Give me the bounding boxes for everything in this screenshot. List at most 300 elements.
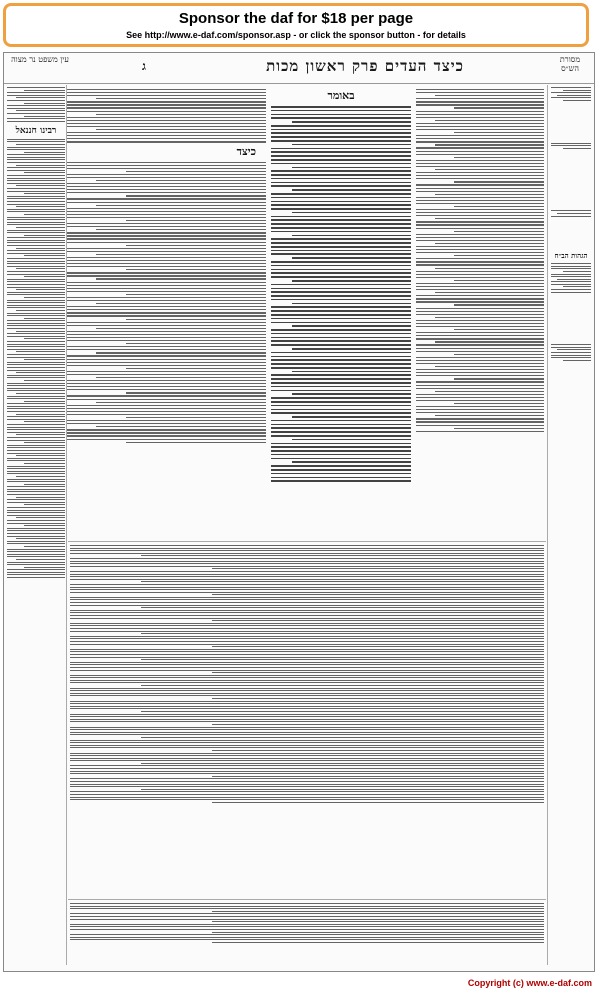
text-line — [7, 313, 65, 314]
text-line — [292, 167, 411, 169]
tosafot-column — [66, 89, 266, 529]
text-line — [271, 435, 411, 437]
text-line — [454, 181, 544, 182]
text-line — [7, 180, 65, 181]
text-line — [7, 530, 65, 531]
text-line — [24, 504, 65, 505]
text-line — [435, 218, 544, 219]
text-line — [7, 447, 65, 448]
text-line — [416, 138, 544, 139]
text-line — [7, 242, 65, 243]
text-line — [66, 260, 266, 261]
text-line — [66, 242, 266, 243]
text-line — [66, 89, 266, 90]
text-line — [7, 175, 65, 176]
text-line — [70, 773, 544, 774]
text-line — [70, 745, 544, 746]
text-line — [16, 206, 65, 207]
text-line — [271, 174, 411, 176]
text-line — [271, 216, 411, 218]
text-line — [271, 314, 411, 316]
text-line — [70, 638, 544, 639]
text-line — [271, 284, 411, 286]
text-line — [271, 420, 411, 422]
text-line — [416, 338, 544, 339]
text-line — [416, 246, 544, 247]
text-line — [66, 202, 266, 203]
text-line — [96, 180, 266, 181]
text-line — [416, 412, 544, 413]
text-line — [7, 113, 65, 114]
text-line — [70, 747, 544, 748]
page-header — [4, 53, 594, 84]
text-line — [7, 217, 65, 218]
text-line — [271, 318, 411, 320]
text-line — [24, 297, 65, 298]
text-line — [271, 250, 411, 252]
text-line — [292, 189, 411, 191]
text-line — [454, 354, 544, 355]
text-line — [96, 278, 266, 279]
text-line — [212, 672, 544, 673]
text-line — [70, 799, 544, 800]
text-line — [7, 385, 65, 386]
text-line — [66, 322, 266, 323]
masoret-hashas-label: מסורת הש״ס — [559, 55, 581, 73]
text-line — [271, 454, 411, 456]
text-line — [7, 209, 65, 210]
text-line — [7, 315, 65, 316]
text-line — [70, 677, 544, 678]
text-line — [70, 592, 544, 593]
text-line — [7, 429, 65, 430]
text-line — [416, 184, 544, 185]
text-line — [271, 352, 411, 354]
text-line — [271, 140, 411, 142]
text-line — [271, 378, 411, 380]
text-line — [416, 151, 544, 152]
text-line — [66, 208, 266, 209]
text-line — [7, 232, 65, 233]
text-line — [24, 276, 65, 277]
text-line — [271, 227, 411, 229]
text-line — [70, 734, 544, 735]
text-line — [416, 258, 544, 259]
text-line — [212, 594, 544, 595]
text-line — [271, 401, 411, 403]
text-line — [292, 280, 411, 282]
text-line — [16, 455, 65, 456]
text-line — [7, 240, 65, 241]
text-line — [66, 355, 266, 356]
text-line — [70, 587, 544, 588]
text-line — [66, 435, 266, 436]
text-line — [416, 323, 544, 324]
text-line — [7, 157, 65, 158]
text-line — [66, 371, 266, 372]
text-line — [7, 460, 65, 461]
text-line — [16, 434, 65, 435]
text-line — [454, 329, 544, 330]
text-line — [7, 419, 65, 420]
text-line — [271, 185, 411, 187]
text-line — [271, 208, 411, 210]
text-line — [141, 685, 544, 686]
text-line — [7, 292, 65, 293]
text-line — [66, 389, 266, 390]
text-line — [70, 584, 544, 585]
text-line — [416, 98, 544, 99]
text-line — [96, 205, 266, 206]
text-line — [70, 625, 544, 626]
text-line — [7, 437, 65, 438]
text-line — [7, 533, 65, 534]
text-line — [271, 178, 411, 180]
text-line — [416, 191, 544, 192]
text-line — [70, 742, 544, 743]
text-line — [416, 421, 544, 422]
text-line — [271, 412, 411, 414]
text-line — [66, 232, 266, 233]
text-line — [24, 421, 65, 422]
text-line — [416, 375, 544, 376]
text-line — [70, 758, 544, 759]
text-line — [7, 440, 65, 441]
text-line — [271, 374, 411, 376]
text-line — [66, 309, 266, 310]
text-line — [24, 525, 65, 526]
text-line — [7, 473, 65, 474]
text-line — [416, 274, 544, 275]
text-line — [141, 659, 544, 660]
text-line — [70, 558, 544, 559]
text-line — [416, 197, 544, 198]
text-line — [70, 755, 544, 756]
text-line — [16, 414, 65, 415]
text-line — [16, 538, 65, 539]
text-line — [416, 175, 544, 176]
text-line — [416, 301, 544, 302]
text-line — [66, 251, 266, 252]
text-line — [70, 545, 544, 546]
text-line — [96, 254, 266, 255]
text-line — [66, 238, 266, 239]
text-line — [66, 162, 266, 163]
text-line — [126, 171, 266, 172]
text-line — [271, 182, 411, 184]
text-line — [126, 392, 266, 393]
copyright-footer[interactable]: Copyright (c) www.e-daf.com — [467, 978, 592, 988]
text-line — [70, 654, 544, 655]
page-title: כיצד העדים פרק ראשון מכות — [266, 57, 464, 75]
text-line — [126, 442, 266, 443]
text-line — [66, 165, 266, 166]
text-line — [7, 170, 65, 171]
text-line — [66, 362, 266, 363]
text-line — [126, 343, 266, 344]
text-line — [435, 169, 544, 170]
text-line — [416, 135, 544, 136]
text-line — [70, 571, 544, 572]
text-line — [7, 536, 65, 537]
text-line — [70, 732, 544, 733]
text-line — [416, 212, 544, 213]
text-line — [416, 104, 544, 105]
text-line — [7, 237, 65, 238]
text-line — [66, 211, 266, 212]
text-line — [7, 424, 65, 425]
gemara-column — [271, 87, 411, 537]
text-line — [7, 191, 65, 192]
text-line — [96, 426, 266, 427]
text-line — [416, 200, 544, 201]
text-line — [70, 618, 544, 619]
text-line — [7, 466, 65, 467]
text-line — [416, 114, 544, 115]
text-line — [271, 405, 411, 407]
text-line — [271, 132, 411, 134]
text-line — [7, 388, 65, 389]
text-line — [66, 266, 266, 267]
text-line — [66, 411, 266, 412]
text-line — [66, 399, 266, 400]
text-line — [70, 695, 544, 696]
text-line — [7, 87, 65, 88]
text-line — [454, 428, 544, 429]
text-line — [7, 499, 65, 500]
text-line — [126, 417, 266, 418]
text-line — [7, 543, 65, 544]
text-line — [271, 242, 411, 244]
text-line — [416, 237, 544, 238]
text-line — [24, 546, 65, 547]
text-line — [7, 222, 65, 223]
text-line — [70, 605, 544, 606]
text-line — [24, 442, 65, 443]
text-line — [66, 107, 266, 108]
text-line — [16, 559, 65, 560]
text-line — [271, 356, 411, 358]
text-line — [66, 346, 266, 347]
text-line — [212, 942, 544, 943]
text-line — [7, 390, 65, 391]
text-line — [271, 359, 411, 361]
lower-commentary-block — [70, 545, 544, 895]
text-line — [7, 263, 65, 264]
text-line — [416, 311, 544, 312]
text-line — [70, 664, 544, 665]
text-line — [435, 144, 544, 145]
text-line — [454, 280, 544, 281]
text-line — [96, 377, 266, 378]
text-line — [416, 92, 544, 93]
text-line — [7, 100, 65, 101]
text-line — [416, 406, 544, 407]
text-line — [7, 362, 65, 363]
text-line — [454, 157, 544, 158]
text-line — [7, 398, 65, 399]
text-line — [24, 463, 65, 464]
text-line — [435, 95, 544, 96]
text-line — [7, 370, 65, 371]
text-line — [70, 563, 544, 564]
text-line — [416, 101, 544, 102]
text-line — [435, 341, 544, 342]
text-line — [416, 418, 544, 419]
text-line — [212, 724, 544, 725]
text-line — [7, 204, 65, 205]
text-line — [7, 323, 65, 324]
sponsor-subtitle[interactable]: See http://www.e-daf.com/sponsor.asp - or click the sponsor button - for details — [126, 30, 466, 40]
text-line — [70, 550, 544, 551]
text-line — [7, 367, 65, 368]
text-line — [416, 123, 544, 124]
text-line — [66, 405, 266, 406]
text-line — [16, 476, 65, 477]
text-line — [212, 776, 544, 777]
text-line — [416, 234, 544, 235]
text-line — [7, 219, 65, 220]
text-line — [70, 597, 544, 598]
text-line — [66, 189, 266, 190]
text-line — [24, 103, 65, 104]
text-line — [7, 305, 65, 306]
text-line — [7, 271, 65, 272]
text-line — [271, 223, 411, 225]
text-line — [271, 219, 411, 221]
text-line — [292, 461, 411, 463]
text-line — [416, 348, 544, 349]
text-line — [16, 110, 65, 111]
text-line — [271, 253, 411, 255]
text-line — [7, 554, 65, 555]
sponsor-title[interactable]: Sponsor the daf for $18 per page — [178, 10, 414, 27]
text-line — [70, 721, 544, 722]
text-line — [66, 306, 266, 307]
text-line — [66, 312, 266, 313]
text-line — [70, 576, 544, 577]
sponsor-banner[interactable] — [3, 3, 589, 47]
text-line — [292, 121, 411, 123]
text-line — [416, 286, 544, 287]
text-line — [416, 117, 544, 118]
text-line — [70, 599, 544, 600]
text-line — [7, 507, 65, 508]
text-line — [212, 620, 544, 621]
text-line — [271, 170, 411, 172]
text-line — [66, 183, 266, 184]
text-line — [271, 431, 411, 433]
text-line — [7, 494, 65, 495]
text-line — [292, 416, 411, 418]
text-line — [7, 253, 65, 254]
text-line — [454, 231, 544, 232]
text-line — [24, 567, 65, 568]
text-line — [7, 471, 65, 472]
text-line — [7, 346, 65, 347]
text-line — [7, 147, 65, 148]
text-line — [454, 107, 544, 108]
text-line — [7, 432, 65, 433]
text-line — [66, 297, 266, 298]
text-line — [271, 363, 411, 365]
text-line — [7, 344, 65, 345]
text-line — [66, 359, 266, 360]
text-line — [416, 335, 544, 336]
text-line — [416, 381, 544, 382]
text-line — [7, 139, 65, 140]
text-line — [416, 147, 544, 148]
text-line — [7, 411, 65, 412]
side-label: הגהות הב״ח — [554, 251, 588, 261]
text-line — [7, 523, 65, 524]
text-line — [16, 248, 65, 249]
text-line — [70, 771, 544, 772]
text-line — [416, 271, 544, 272]
text-line — [7, 577, 65, 578]
text-line — [16, 351, 65, 352]
text-line — [416, 385, 544, 386]
text-line — [416, 363, 544, 364]
text-line — [24, 235, 65, 236]
text-line — [7, 574, 65, 575]
text-line — [66, 141, 266, 142]
text-line — [416, 425, 544, 426]
text-line — [96, 129, 266, 130]
text-line — [435, 366, 544, 367]
text-line — [271, 288, 411, 290]
text-line — [96, 303, 266, 304]
folio-number: ג — [142, 59, 146, 73]
text-line — [66, 337, 266, 338]
text-line — [96, 229, 266, 230]
text-line — [292, 303, 411, 305]
text-line — [271, 197, 411, 199]
text-line — [271, 276, 411, 278]
text-line — [70, 631, 544, 632]
text-line — [70, 574, 544, 575]
text-line — [24, 152, 65, 153]
text-line — [66, 117, 266, 118]
text-line — [454, 378, 544, 379]
text-line — [70, 708, 544, 709]
text-line — [7, 364, 65, 365]
text-line — [416, 221, 544, 222]
text-line — [70, 682, 544, 683]
text-line — [66, 365, 266, 366]
text-line — [7, 183, 65, 184]
text-line — [141, 581, 544, 582]
left-margin-column — [7, 87, 65, 967]
text-line — [271, 409, 411, 411]
text-line — [70, 589, 544, 590]
text-line — [416, 431, 544, 432]
text-line — [271, 291, 411, 293]
text-line — [271, 424, 411, 426]
text-line — [416, 160, 544, 161]
text-line — [212, 911, 544, 912]
text-line — [70, 939, 544, 940]
text-line — [70, 937, 544, 938]
text-line — [7, 556, 65, 557]
text-line — [416, 111, 544, 112]
text-line — [7, 188, 65, 189]
text-line — [212, 698, 544, 699]
text-line — [416, 141, 544, 142]
text-line — [126, 294, 266, 295]
text-line — [66, 217, 266, 218]
text-line — [70, 765, 544, 766]
